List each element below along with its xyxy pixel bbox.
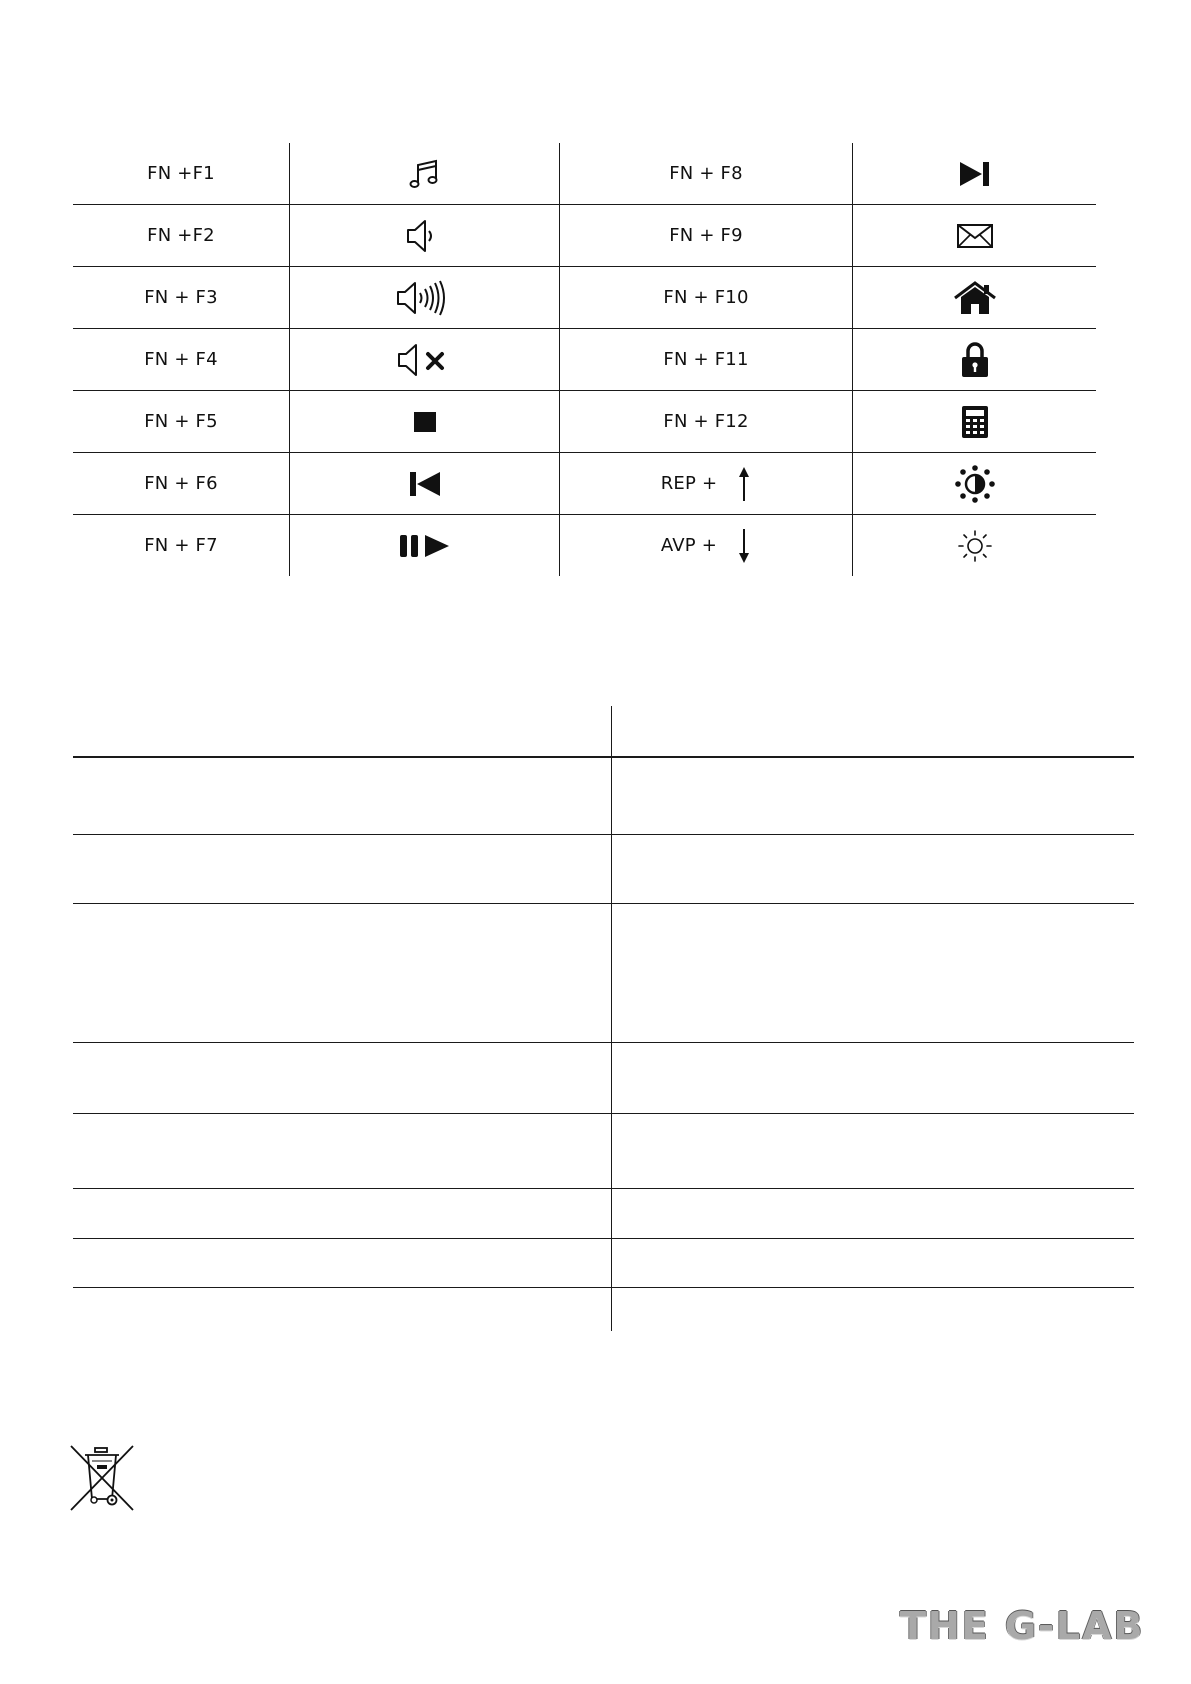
shortcut-table xyxy=(73,143,1096,576)
table-row xyxy=(73,903,1134,1042)
shortcut-key: AVP + xyxy=(660,535,718,556)
spec-cell xyxy=(73,1238,612,1287)
lock-icon xyxy=(960,341,990,379)
spec-cell xyxy=(73,834,612,903)
spec-cell xyxy=(612,834,1135,903)
spec-cell xyxy=(612,903,1135,1042)
brand-logo: THE G-LAB xyxy=(900,1604,1145,1648)
spec-header-cell xyxy=(612,706,1135,757)
spec-cell xyxy=(612,757,1135,834)
shortcut-key: FN + F8 xyxy=(560,143,853,205)
table-row xyxy=(73,1238,1134,1287)
spec-header-cell xyxy=(73,706,612,757)
home-icon xyxy=(953,281,997,315)
table-header-row xyxy=(73,706,1134,757)
shortcut-key: FN + F11 xyxy=(560,329,853,391)
shortcut-key: FN + F7 xyxy=(73,515,290,577)
shortcut-key: FN + F4 xyxy=(73,329,290,391)
brightness-down-icon xyxy=(957,529,993,563)
spec-table xyxy=(73,706,1134,1331)
table-row xyxy=(73,834,1134,903)
table-row xyxy=(73,1113,1134,1188)
spec-cell xyxy=(73,1042,612,1113)
spec-cell xyxy=(612,1238,1135,1287)
spec-cell xyxy=(73,757,612,834)
shortcut-key: FN + F9 xyxy=(560,205,853,267)
brightness-up-icon xyxy=(953,464,997,504)
previous-track-icon xyxy=(407,470,443,498)
volume-up-icon xyxy=(395,278,455,318)
table-row xyxy=(73,757,1134,834)
arrow-up-icon xyxy=(737,466,751,502)
arrow-down-icon xyxy=(737,528,751,564)
table-row xyxy=(73,515,1096,577)
spec-cell xyxy=(612,1113,1135,1188)
shortcut-key: REP + xyxy=(660,473,718,494)
table-row xyxy=(73,1287,1134,1331)
table-row xyxy=(73,143,1096,205)
table-row xyxy=(73,329,1096,391)
spec-cell xyxy=(612,1042,1135,1113)
shortcut-key: FN + F10 xyxy=(560,267,853,329)
spec-cell xyxy=(612,1287,1135,1331)
spec-cell xyxy=(73,1287,612,1331)
spec-cell xyxy=(73,903,612,1042)
music-note-icon xyxy=(408,157,442,191)
table-row xyxy=(73,1042,1134,1113)
table-row xyxy=(73,205,1096,267)
calculator-icon xyxy=(961,405,989,439)
mute-icon xyxy=(396,340,454,380)
shortcut-key: FN + F6 xyxy=(73,453,290,515)
shortcut-key: FN + F3 xyxy=(73,267,290,329)
spec-cell xyxy=(73,1188,612,1238)
shortcut-key: FN + F12 xyxy=(560,391,853,453)
shortcut-key: FN +F1 xyxy=(73,143,290,205)
spec-cell xyxy=(612,1188,1135,1238)
table-row xyxy=(73,1188,1134,1238)
shortcut-key: FN +F2 xyxy=(73,205,290,267)
next-track-icon xyxy=(958,160,992,188)
stop-icon xyxy=(412,409,438,435)
volume-down-icon xyxy=(405,216,445,256)
crossed-bin-icon xyxy=(69,1444,135,1512)
mail-icon xyxy=(956,222,994,250)
play-pause-icon xyxy=(398,532,452,560)
table-row xyxy=(73,453,1096,515)
table-row xyxy=(73,267,1096,329)
shortcut-key: FN + F5 xyxy=(73,391,290,453)
table-row xyxy=(73,391,1096,453)
spec-cell xyxy=(73,1113,612,1188)
